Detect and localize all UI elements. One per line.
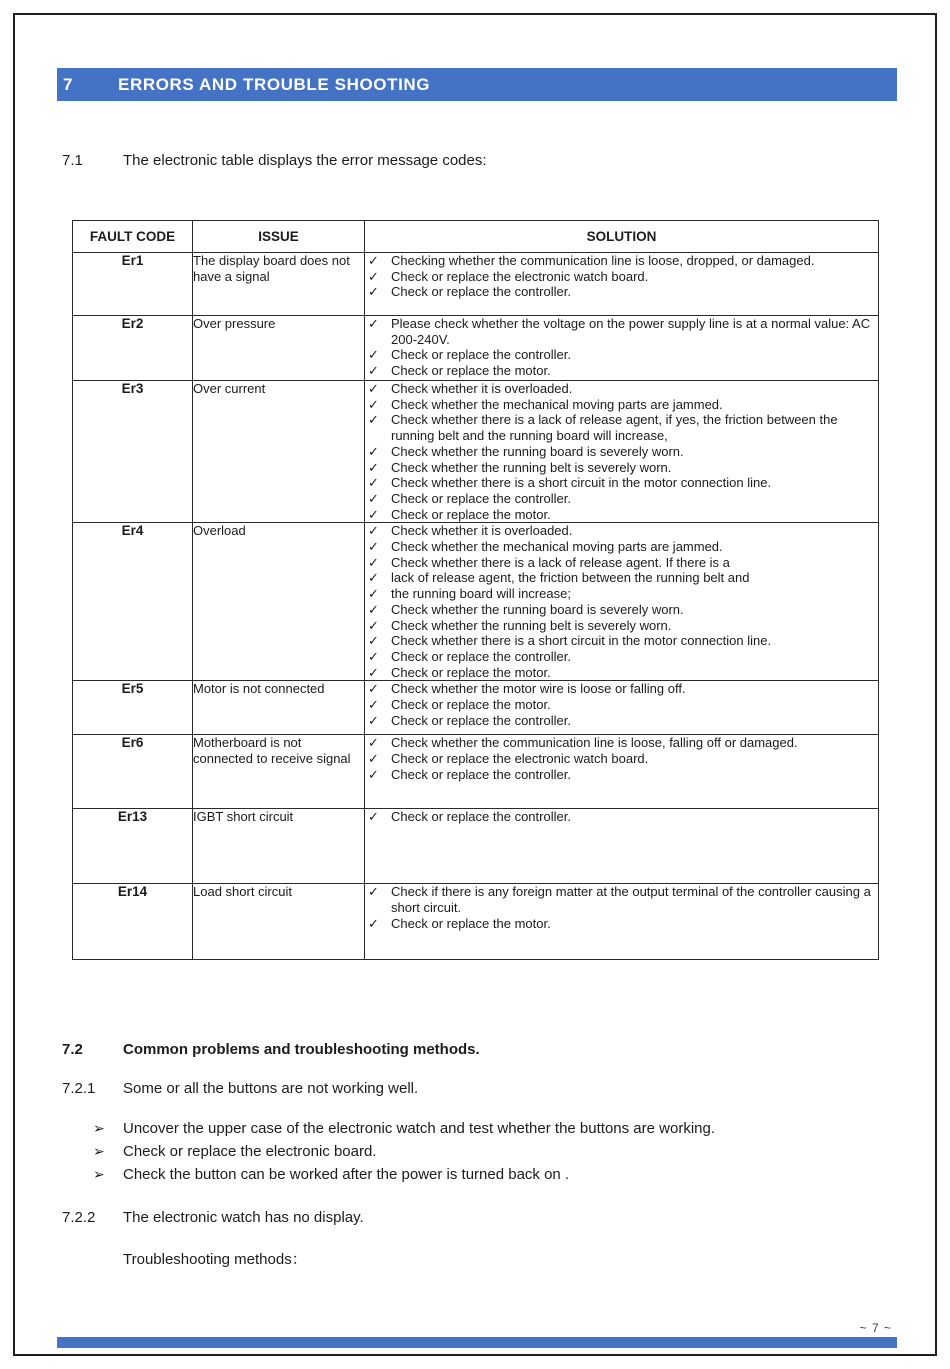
fault-code: Er3 [73, 381, 193, 523]
solution-item [365, 618, 878, 634]
solution-item [365, 397, 878, 413]
solution-text: Check or replace the motor. [391, 506, 551, 522]
solution-text: Check or replace the electronic watch board. [391, 268, 649, 284]
fault-code: Er5 [73, 681, 193, 735]
solution-item [365, 555, 878, 571]
check-icon: ✓ [368, 554, 379, 570]
fault-code: Er14 [73, 884, 193, 960]
check-icon: ✓ [368, 681, 379, 697]
fault-row-er4 [73, 523, 879, 681]
solution-item [365, 475, 878, 491]
solution-text: Check or replace the controller. [391, 766, 571, 782]
solution-item [365, 363, 878, 379]
check-icon: ✓ [368, 268, 379, 284]
solution-text: Check or replace the electronic watch board. [391, 751, 649, 767]
solution-item [365, 316, 878, 347]
solution-text: Check whether there is a lack of release agent, if yes, the friction between the running belt and the running board will increase, [391, 412, 838, 444]
solution-text: Check whether the running belt is severely worn. [391, 617, 672, 633]
solution-item [365, 460, 878, 476]
check-icon: ✓ [368, 347, 379, 363]
section-header-bar [57, 68, 897, 101]
issue-text: Over current [193, 381, 365, 523]
check-icon: ✓ [368, 617, 379, 633]
fault-row-er2 [73, 316, 879, 381]
solution-item [365, 269, 878, 285]
arrow-bullet-icon: ➢ [93, 1166, 105, 1182]
fault-row-er5 [73, 681, 879, 735]
troubleshooting-bullet-list [62, 1117, 862, 1186]
check-icon: ✓ [368, 381, 379, 396]
solution-text: Check or replace the controller. [391, 490, 571, 506]
check-icon: ✓ [368, 884, 379, 900]
solution-text: Check or replace the motor. [391, 915, 551, 931]
solution-text: Check or replace the controller. [391, 284, 571, 300]
solution-text: Check whether the motor wire is loose or falling off. [391, 681, 686, 697]
solution-list [365, 316, 879, 381]
check-icon: ✓ [368, 539, 379, 555]
check-icon: ✓ [368, 570, 379, 586]
column-header-solution: SOLUTION [365, 221, 879, 253]
solution-item [365, 412, 878, 443]
section-number: 7 [63, 74, 74, 94]
heading-number: 7.1 [62, 152, 83, 169]
heading-text: Some or all the buttons are not working well. [123, 1080, 419, 1097]
solution-list [365, 681, 879, 735]
solution-text: Check or replace the motor. [391, 664, 551, 680]
solution-item [365, 444, 878, 460]
solution-item [365, 751, 878, 767]
solution-text: Check whether the mechanical moving parts are jammed. [391, 396, 723, 412]
arrow-bullet-icon: ➢ [93, 1120, 105, 1136]
issue-text: Over pressure [193, 316, 365, 381]
footer-bar [57, 1337, 897, 1348]
bullet-item [62, 1140, 862, 1163]
solution-text: Check or replace the motor. [391, 697, 551, 713]
solution-list [365, 735, 879, 809]
solution-text: Check whether there is a short circuit in the motor connection line. [391, 475, 772, 491]
solution-text: the running board will increase; [391, 586, 571, 602]
solution-text: Check whether there is a short circuit in the motor connection line. [391, 633, 772, 649]
fault-table-body [73, 253, 879, 960]
solution-item [365, 916, 878, 932]
solution-text: Check if there is any foreign matter at the output terminal of the controller causing a short circuit. [391, 884, 871, 916]
solution-item [365, 602, 878, 618]
table-header-row [73, 221, 879, 253]
check-icon: ✓ [368, 664, 379, 680]
check-icon: ✓ [368, 601, 379, 617]
check-icon: ✓ [368, 648, 379, 664]
solution-text: Check whether the communication line is loose, falling off or damaged. [391, 735, 798, 751]
issue-text: The display board does not have a signal [193, 253, 365, 316]
solution-text: Check whether it is overloaded. [391, 523, 573, 539]
solution-item [365, 347, 878, 363]
solution-item [365, 253, 878, 269]
check-icon: ✓ [368, 809, 379, 825]
check-icon: ✓ [368, 490, 379, 506]
fault-row-er3 [73, 381, 879, 523]
solution-text: Check or replace the controller. [391, 347, 571, 363]
check-icon: ✓ [368, 363, 379, 379]
solution-item [365, 507, 878, 523]
check-icon: ✓ [368, 475, 379, 491]
bullet-text: Check or replace the electronic board. [123, 1143, 377, 1160]
solution-item [365, 884, 878, 915]
fault-row-er6 [73, 735, 879, 809]
solution-list [365, 523, 879, 681]
issue-text: Motherboard is not connected to receive signal [193, 735, 365, 809]
column-header-fault-code: FAULT CODE [73, 221, 193, 253]
check-icon: ✓ [368, 633, 379, 649]
heading-7-2-2 [62, 1208, 364, 1227]
check-icon: ✓ [368, 751, 379, 767]
check-icon: ✓ [368, 712, 379, 728]
heading-number: 7.2.1 [62, 1080, 96, 1097]
issue-text: Motor is not connected [193, 681, 365, 735]
fault-code: Er2 [73, 316, 193, 381]
fault-code: Er4 [73, 523, 193, 681]
check-icon: ✓ [368, 523, 379, 539]
solution-item [365, 649, 878, 665]
solution-text: Check whether there is a lack of release agent. If there is a [391, 554, 730, 570]
solution-item [365, 697, 878, 713]
solution-text: Check or replace the controller. [391, 648, 571, 664]
solution-item [365, 735, 878, 751]
fault-code: Er13 [73, 809, 193, 884]
solution-list [365, 381, 879, 523]
arrow-bullet-icon: ➢ [93, 1143, 105, 1159]
fault-row-er1 [73, 253, 879, 316]
heading-text: The electronic watch has no display. [123, 1209, 364, 1226]
check-icon: ✓ [368, 459, 379, 475]
bullet-text: Uncover the upper case of the electronic watch and test whether the buttons are working. [123, 1120, 716, 1137]
solution-list [365, 253, 879, 316]
solution-text: Please check whether the voltage on the power supply line is at a normal value: AC 200-240V. [391, 316, 871, 347]
check-icon: ✓ [368, 443, 379, 459]
check-icon: ✓ [368, 284, 379, 300]
solution-item [365, 539, 878, 555]
check-icon: ✓ [368, 766, 379, 782]
solution-item [365, 586, 878, 602]
solution-list [365, 884, 879, 960]
check-icon: ✓ [368, 316, 379, 331]
solution-item [365, 523, 878, 539]
solution-text: Check whether the running board is severely worn. [391, 601, 684, 617]
check-icon: ✓ [368, 697, 379, 713]
heading-number: 7.2.2 [62, 1209, 96, 1226]
heading-text: The electronic table displays the error message codes: [123, 152, 487, 169]
fault-row-er13 [73, 809, 879, 884]
solution-item [365, 665, 878, 681]
solution-text: Check whether the mechanical moving parts are jammed. [391, 539, 723, 555]
solution-text: Check or replace the motor. [391, 363, 551, 379]
troubleshooting-methods-label: Troubleshooting methods： [123, 1251, 307, 1268]
solution-item [365, 633, 878, 649]
solution-text: Check whether the running board is severely worn. [391, 443, 684, 459]
solution-item [365, 767, 878, 783]
solution-text: Check whether the running belt is severely worn. [391, 459, 672, 475]
solution-item [365, 713, 878, 729]
fault-code-table [72, 220, 879, 960]
bullet-item [62, 1163, 862, 1186]
check-icon: ✓ [368, 586, 379, 602]
solution-item [365, 284, 878, 300]
check-icon: ✓ [368, 506, 379, 522]
check-icon: ✓ [368, 735, 379, 751]
bullet-text: Check the button can be worked after the power is turned back on . [123, 1166, 570, 1183]
solution-item [365, 570, 878, 586]
solution-text: Check whether it is overloaded. [391, 381, 573, 396]
solution-text: Check or replace the controller. [391, 809, 571, 825]
fault-code: Er6 [73, 735, 193, 809]
check-icon: ✓ [368, 412, 379, 428]
column-header-issue: ISSUE [193, 221, 365, 253]
bullet-item [62, 1117, 862, 1140]
check-icon: ✓ [368, 915, 379, 931]
solution-text: lack of release agent, the friction between the running belt and [391, 570, 750, 586]
heading-number: 7.2 [62, 1041, 83, 1058]
issue-text: IGBT short circuit [193, 809, 365, 884]
fault-code: Er1 [73, 253, 193, 316]
solution-item [365, 809, 878, 825]
solution-item [365, 681, 878, 697]
page-number: ~ 7 ~ [859, 1321, 892, 1335]
check-icon: ✓ [368, 396, 379, 412]
section-title: ERRORS AND TROUBLE SHOOTING [118, 74, 431, 94]
solution-item [365, 381, 878, 397]
issue-text: Load short circuit [193, 884, 365, 960]
solution-text: Check or replace the controller. [391, 712, 571, 728]
fault-row-er14 [73, 884, 879, 960]
solution-item [365, 491, 878, 507]
solution-text: Checking whether the communication line is loose, dropped, or damaged. [391, 253, 815, 268]
heading-text: Common problems and troubleshooting methods. [123, 1041, 480, 1058]
check-icon: ✓ [368, 253, 379, 268]
heading-7-2 [62, 1040, 480, 1059]
issue-text: Overload [193, 523, 365, 681]
heading-7-2-1 [62, 1079, 418, 1098]
heading-7-1 [62, 151, 487, 170]
solution-list [365, 809, 879, 884]
